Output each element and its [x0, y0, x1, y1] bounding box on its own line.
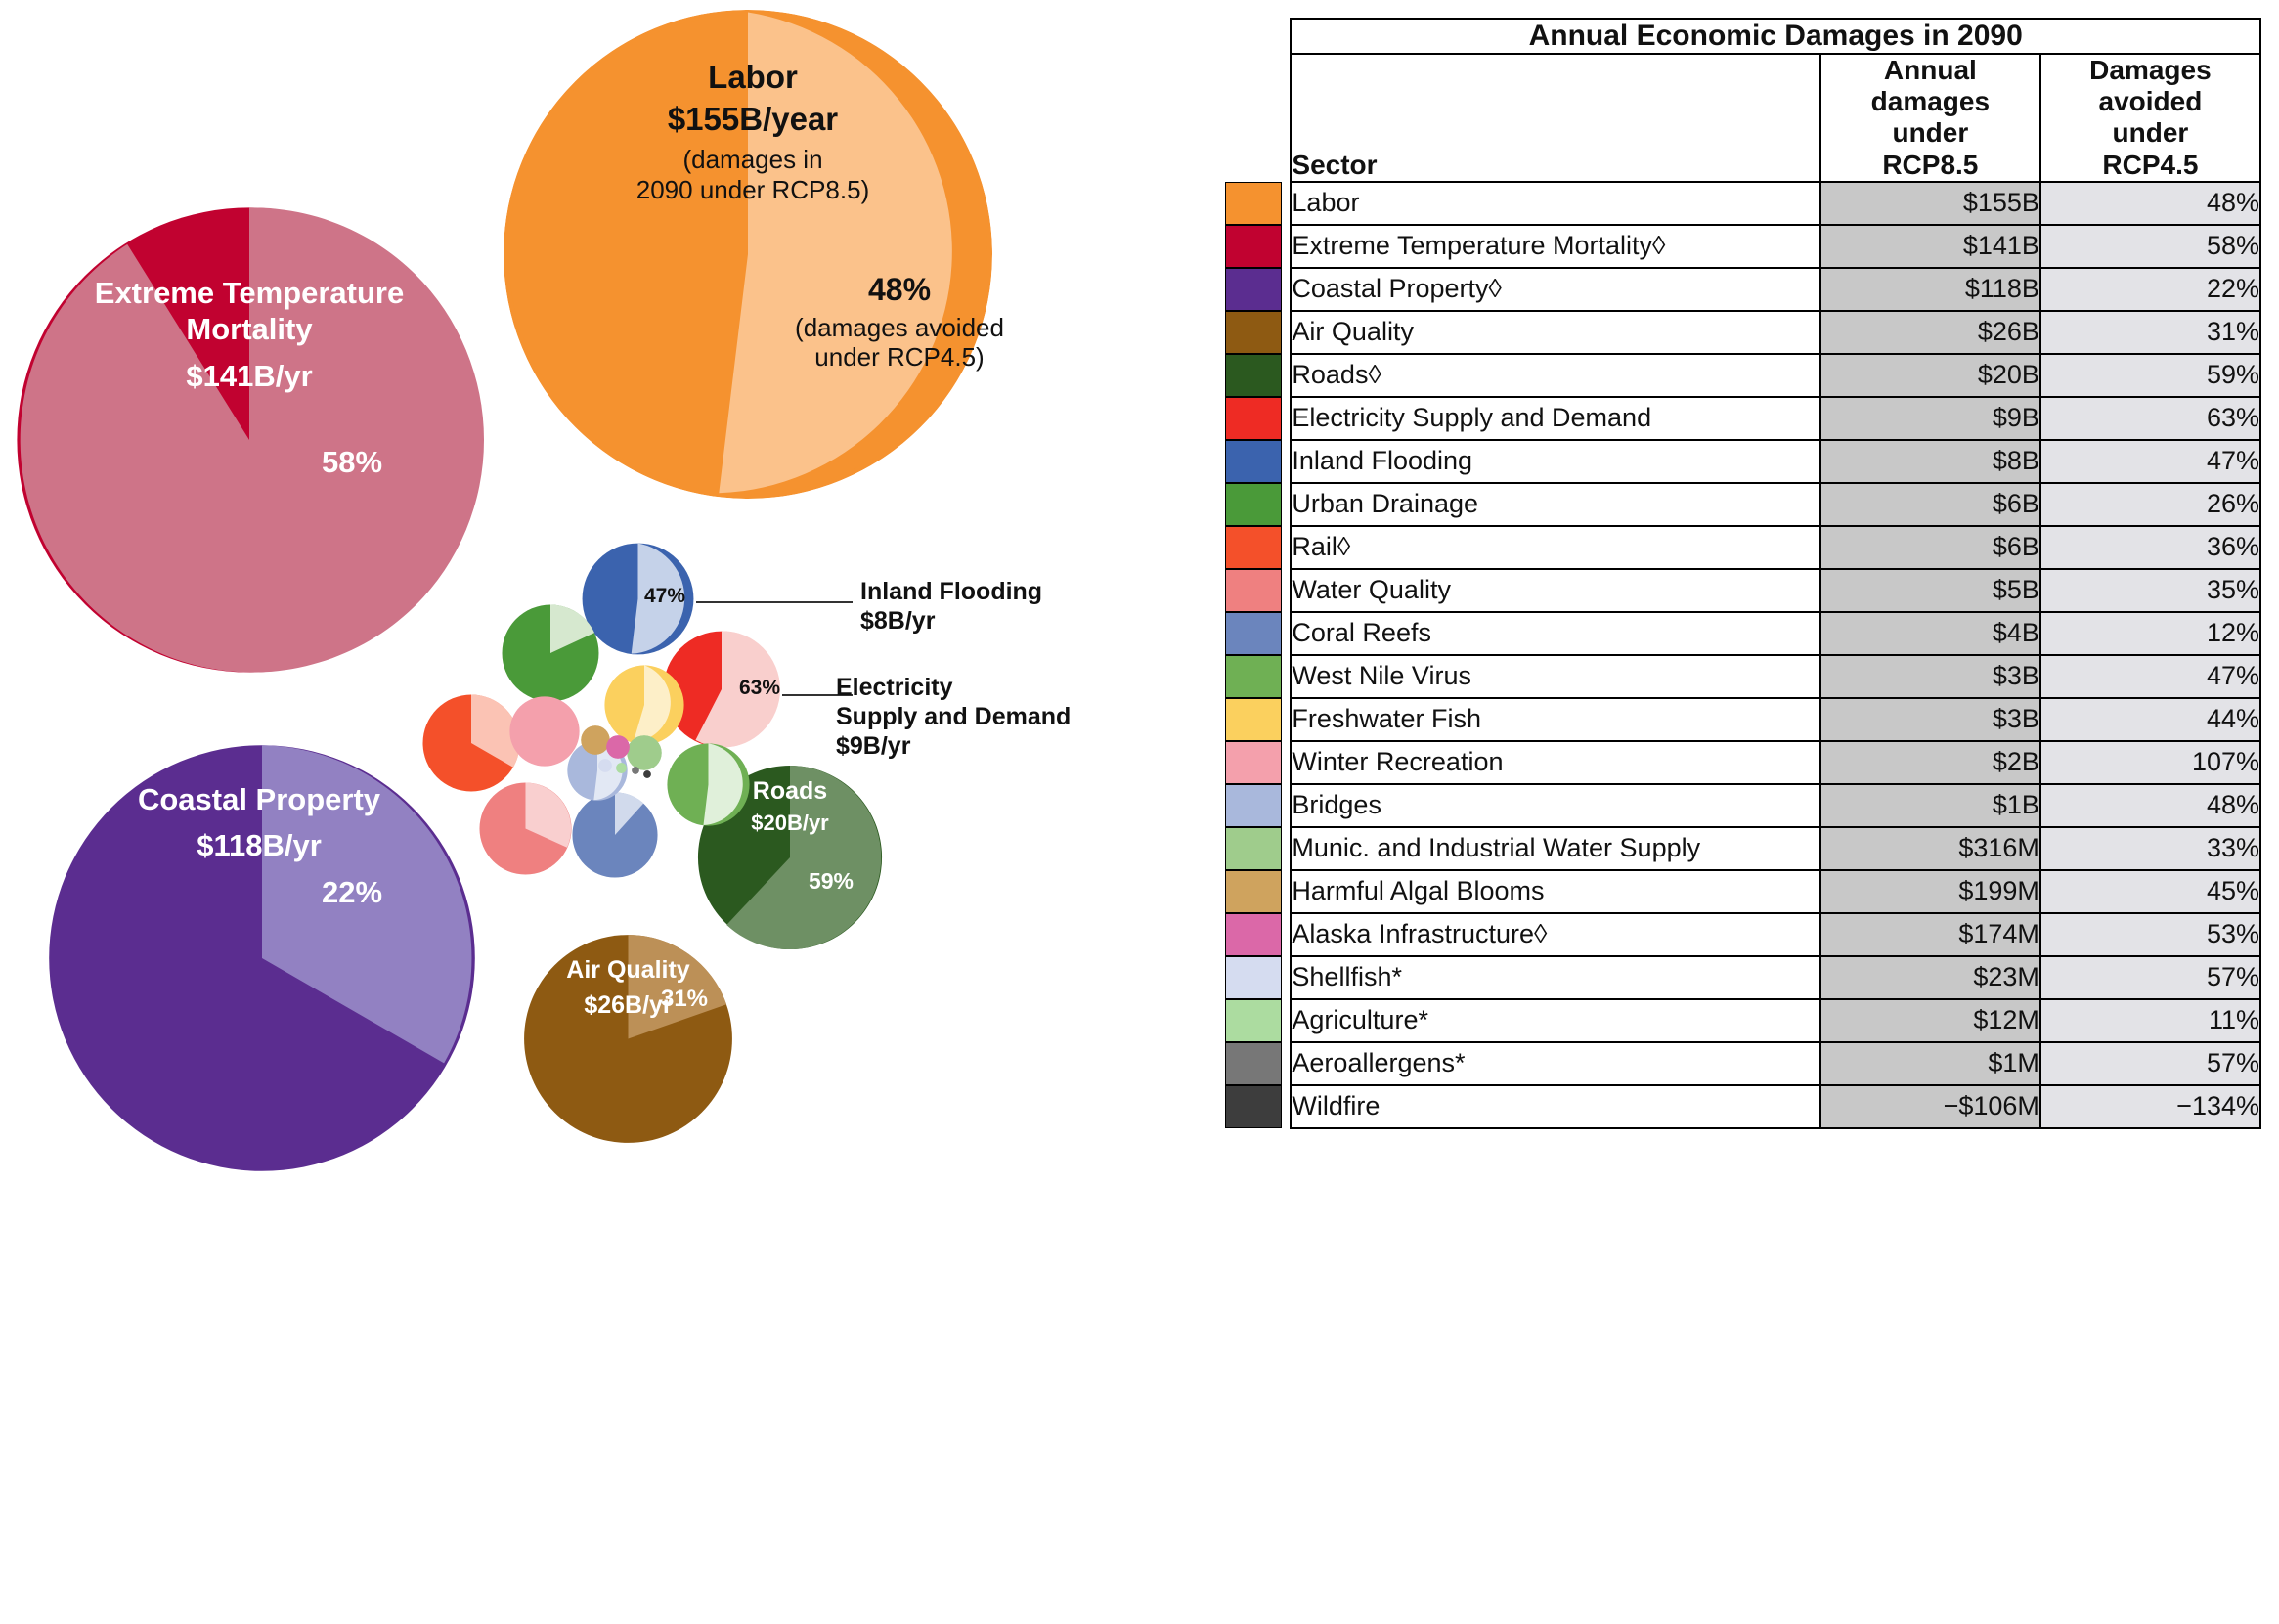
cell-damages-avoided: 57% [2040, 1042, 2260, 1085]
cell-annual-damages: $316M [1820, 827, 2040, 870]
cell-annual-damages: $20B [1820, 354, 2040, 397]
damages-table-panel [1225, 18, 2261, 1129]
table-row[interactable] [1225, 268, 2260, 311]
table-row[interactable] [1225, 569, 2260, 612]
pie-coastal-property [47, 743, 477, 1173]
pie-inland-flooding [582, 543, 694, 655]
pie-labor [504, 10, 992, 499]
column-header-damages[interactable] [1820, 54, 2040, 182]
legend-swatch-cell [1225, 913, 1291, 956]
label-etm-pct: 58% [321, 445, 383, 479]
pie-agriculture [616, 763, 627, 773]
pie-air-quality [523, 934, 733, 1144]
cell-damages-avoided: 35% [2040, 569, 2260, 612]
bubble-shellfish [598, 759, 612, 772]
table-row[interactable] [1225, 956, 2260, 999]
pie-rail [422, 694, 520, 792]
swatch-spacer-header [1225, 54, 1291, 182]
legend-swatch-cell [1225, 397, 1291, 440]
legend-swatch-cell [1225, 483, 1291, 526]
bubble-extreme-temperature-mortality [15, 205, 484, 675]
cell-annual-damages: $1M [1820, 1042, 2040, 1085]
bubble-air-quality [523, 934, 733, 1144]
cell-sector: Coastal Property◊ [1291, 268, 1819, 311]
legend-swatch [1225, 999, 1282, 1042]
cell-damages-avoided: 31% [2040, 311, 2260, 354]
legend-swatch-cell [1225, 784, 1291, 827]
legend-swatch-cell [1225, 182, 1291, 225]
legend-swatch-cell [1225, 655, 1291, 698]
pie-urban-drainage [502, 604, 599, 702]
cell-damages-avoided: −134% [2040, 1085, 2260, 1128]
legend-swatch [1225, 182, 1282, 225]
legend-swatch [1225, 870, 1282, 913]
label-airq-pct: 31% [660, 986, 709, 1012]
table-row[interactable] [1225, 827, 2260, 870]
cell-damages-avoided: 26% [2040, 483, 2260, 526]
legend-swatch [1225, 913, 1282, 956]
table-title-row [1225, 19, 2260, 54]
cell-sector: Aeroallergens* [1291, 1042, 1819, 1085]
cell-annual-damages: $118B [1820, 268, 2040, 311]
cell-annual-damages: $12M [1820, 999, 2040, 1042]
bubble-coastal-property [47, 743, 477, 1173]
table-row[interactable] [1225, 870, 2260, 913]
cell-damages-avoided: 63% [2040, 397, 2260, 440]
pie-munic-industrial-water-supply [627, 735, 662, 770]
leader-inland-flooding [696, 601, 853, 603]
cell-damages-avoided: 11% [2040, 999, 2260, 1042]
legend-swatch [1225, 397, 1282, 440]
pie-shellfish [598, 759, 612, 772]
table-row[interactable] [1225, 1085, 2260, 1128]
cell-damages-avoided: 59% [2040, 354, 2260, 397]
legend-swatch-cell [1225, 1085, 1291, 1128]
bubble-west-nile-virus [667, 743, 750, 826]
cell-sector: Agriculture* [1291, 999, 1819, 1042]
table-row[interactable] [1225, 440, 2260, 483]
pie-harmful-algal-blooms [581, 725, 610, 755]
legend-swatch [1225, 526, 1282, 569]
table-row[interactable] [1225, 1042, 2260, 1085]
legend-swatch [1225, 440, 1282, 483]
table-row[interactable] [1225, 526, 2260, 569]
legend-swatch [1225, 225, 1282, 268]
legend-swatch-cell [1225, 440, 1291, 483]
table-row[interactable] [1225, 612, 2260, 655]
cell-sector: Roads◊ [1291, 354, 1819, 397]
cell-damages-avoided: 47% [2040, 440, 2260, 483]
pie-freshwater-fish [604, 665, 684, 745]
cell-sector: Labor [1291, 182, 1819, 225]
cell-annual-damages: $9B [1820, 397, 2040, 440]
cell-annual-damages: $6B [1820, 526, 2040, 569]
legend-swatch [1225, 827, 1282, 870]
legend-swatch [1225, 1042, 1282, 1085]
cell-sector: Extreme Temperature Mortality◊ [1291, 225, 1819, 268]
label-coastal-pct: 22% [321, 875, 383, 909]
table-row[interactable] [1225, 354, 2260, 397]
cell-sector: Freshwater Fish [1291, 698, 1819, 741]
pie-winter-recreation [509, 696, 580, 767]
callout-inland-flooding: Inland Flooding $8B/yr [860, 578, 1043, 635]
column-header-sector[interactable]: Sector [1291, 54, 1819, 182]
cell-damages-avoided: 48% [2040, 784, 2260, 827]
bubble-inland-flooding [582, 543, 694, 655]
pie-alaska-infrastructure [606, 735, 630, 759]
table-row[interactable] [1225, 397, 2260, 440]
damages-table [1225, 18, 2261, 1129]
label-labor-pct: 48% (damages avoided under RCP4.5) [795, 272, 1004, 373]
table-title: Annual Economic Damages in 2090 [1291, 19, 2260, 54]
bubble-water-quality [479, 782, 572, 875]
cell-annual-damages: $174M [1820, 913, 2040, 956]
table-row[interactable] [1225, 311, 2260, 354]
cell-annual-damages: $199M [1820, 870, 2040, 913]
label-elec-pct: 63% [738, 677, 781, 699]
legend-swatch-cell [1225, 827, 1291, 870]
cell-damages-avoided: 58% [2040, 225, 2260, 268]
column-header-avoided-text: Damages avoided under RCP4.5 [2089, 55, 2212, 180]
cell-damages-avoided: 45% [2040, 870, 2260, 913]
legend-swatch [1225, 1085, 1282, 1128]
swatch-spacer [1225, 19, 1291, 54]
cell-sector: Inland Flooding [1291, 440, 1819, 483]
bubble-rail [422, 694, 520, 792]
table-row[interactable] [1225, 182, 2260, 225]
cell-damages-avoided: 47% [2040, 655, 2260, 698]
cell-annual-damages: $4B [1820, 612, 2040, 655]
table-row[interactable] [1225, 483, 2260, 526]
table-header-row [1225, 54, 2260, 182]
cell-sector: Air Quality [1291, 311, 1819, 354]
bubble-coral-reefs [572, 792, 658, 878]
label-coastal-property: Coastal Property $118B/yr [137, 782, 381, 862]
legend-swatch [1225, 784, 1282, 827]
cell-sector: Urban Drainage [1291, 483, 1819, 526]
legend-swatch-cell [1225, 999, 1291, 1042]
cell-annual-damages: $6B [1820, 483, 2040, 526]
bubble-urban-drainage [502, 604, 599, 702]
legend-swatch-cell [1225, 1042, 1291, 1085]
cell-damages-avoided: 57% [2040, 956, 2260, 999]
legend-swatch-cell [1225, 526, 1291, 569]
bubble-agriculture [616, 763, 627, 773]
legend-swatch-cell [1225, 741, 1291, 784]
legend-swatch [1225, 569, 1282, 612]
legend-swatch [1225, 483, 1282, 526]
callout-electricity: Electricity Supply and Demand $9B/yr [836, 674, 1072, 760]
cell-annual-damages: $23M [1820, 956, 2040, 999]
cell-damages-avoided: 53% [2040, 913, 2260, 956]
legend-swatch [1225, 956, 1282, 999]
table-row[interactable] [1225, 698, 2260, 741]
bubble-winter-recreation [509, 696, 580, 767]
cell-damages-avoided: 33% [2040, 827, 2260, 870]
legend-swatch [1225, 268, 1282, 311]
pie-water-quality [479, 782, 572, 875]
cell-sector: Harmful Algal Blooms [1291, 870, 1819, 913]
cell-annual-damages: $155B [1820, 182, 2040, 225]
cell-annual-damages: $141B [1820, 225, 2040, 268]
cell-sector: Alaska Infrastructure◊ [1291, 913, 1819, 956]
cell-sector: Water Quality [1291, 569, 1819, 612]
pie-west-nile-virus [667, 743, 750, 826]
legend-swatch-cell [1225, 956, 1291, 999]
legend-swatch-cell [1225, 311, 1291, 354]
table-row[interactable] [1225, 999, 2260, 1042]
cell-annual-damages: $1B [1820, 784, 2040, 827]
legend-swatch [1225, 655, 1282, 698]
bubble-labor [504, 10, 992, 499]
label-labor: Labor $155B/year (damages in 2090 under RCP8.5) [635, 59, 870, 204]
pie-aeroallergens [632, 767, 639, 774]
cell-annual-damages: $8B [1820, 440, 2040, 483]
bubble-alaska-infrastructure [606, 735, 630, 759]
table-row[interactable] [1225, 784, 2260, 827]
table-row[interactable] [1225, 913, 2260, 956]
legend-swatch-cell [1225, 268, 1291, 311]
cell-annual-damages: $5B [1820, 569, 2040, 612]
cell-sector: West Nile Virus [1291, 655, 1819, 698]
legend-swatch-cell [1225, 612, 1291, 655]
label-air-quality: Air Quality $26B/yr [566, 956, 690, 1019]
label-inland-pct: 47% [643, 585, 686, 607]
bubble-freshwater-fish [604, 665, 684, 745]
cell-sector: Shellfish* [1291, 956, 1819, 999]
column-header-damages-text: Annual damages under RCP8.5 [1870, 55, 1991, 180]
bubble-aeroallergens [632, 767, 639, 774]
legend-swatch [1225, 612, 1282, 655]
legend-swatch-cell [1225, 225, 1291, 268]
pie-extreme-temperature-mortality [15, 205, 484, 675]
legend-swatch [1225, 741, 1282, 784]
cell-sector: Rail◊ [1291, 526, 1819, 569]
cell-annual-damages: $3B [1820, 655, 2040, 698]
cell-damages-avoided: 12% [2040, 612, 2260, 655]
pie-wildfire [643, 770, 651, 778]
cell-annual-damages: $3B [1820, 698, 2040, 741]
label-extreme-temperature-mortality: Extreme Temperature Mortality $141B/yr [94, 276, 405, 394]
cell-sector: Wildfire [1291, 1085, 1819, 1128]
bubble-harmful-algal-blooms [581, 725, 610, 755]
cell-sector: Coral Reefs [1291, 612, 1819, 655]
cell-damages-avoided: 22% [2040, 268, 2260, 311]
cell-sector: Munic. and Industrial Water Supply [1291, 827, 1819, 870]
legend-swatch [1225, 698, 1282, 741]
cell-sector: Bridges [1291, 784, 1819, 827]
pie-coral-reefs [572, 792, 658, 878]
cell-annual-damages: $2B [1820, 741, 2040, 784]
cell-damages-avoided: 48% [2040, 182, 2260, 225]
cell-damages-avoided: 107% [2040, 741, 2260, 784]
legend-swatch [1225, 311, 1282, 354]
cell-sector: Winter Recreation [1291, 741, 1819, 784]
bubble-munic-industrial-water-supply [627, 735, 662, 770]
bubble-wildfire [643, 770, 651, 778]
column-header-avoided[interactable] [2040, 54, 2260, 182]
cell-sector: Electricity Supply and Demand [1291, 397, 1819, 440]
label-roads-pct: 59% [808, 868, 855, 894]
legend-swatch-cell [1225, 870, 1291, 913]
legend-swatch-cell [1225, 569, 1291, 612]
cell-annual-damages: $26B [1820, 311, 2040, 354]
label-roads: Roads $20B/yr [751, 777, 829, 835]
legend-swatch [1225, 354, 1282, 397]
cell-annual-damages: −$106M [1820, 1085, 2040, 1128]
table-body [1225, 182, 2260, 1128]
cell-damages-avoided: 36% [2040, 526, 2260, 569]
table-row[interactable] [1225, 741, 2260, 784]
table-row[interactable] [1225, 655, 2260, 698]
cell-damages-avoided: 44% [2040, 698, 2260, 741]
legend-swatch-cell [1225, 698, 1291, 741]
legend-swatch-cell [1225, 354, 1291, 397]
table-row[interactable] [1225, 225, 2260, 268]
